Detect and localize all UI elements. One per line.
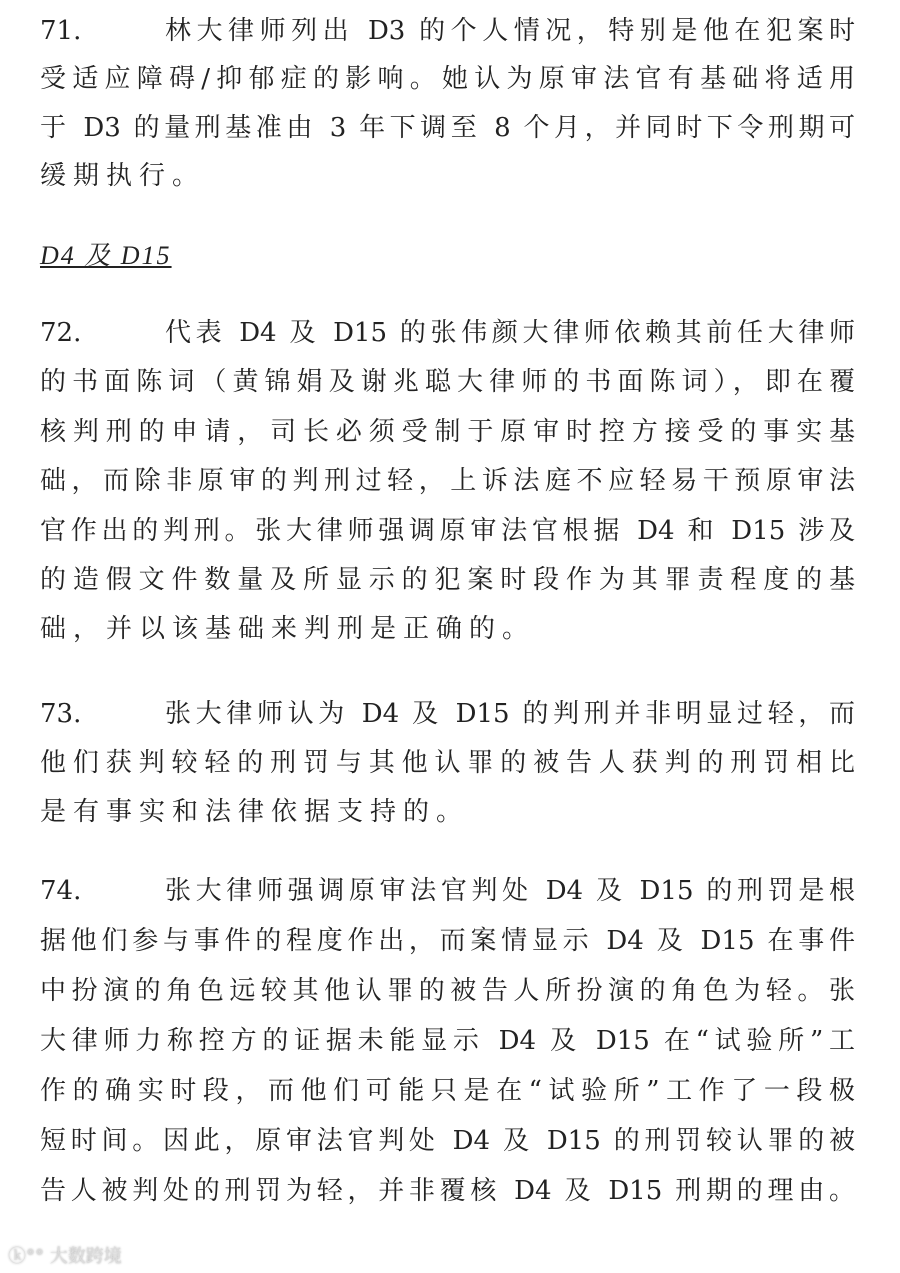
section-heading: D4 及 D15	[40, 241, 172, 270]
paragraph-number: 71.	[40, 16, 82, 46]
paragraph-line: 的造假文件数量及所显示的犯案时段作为其罪责程度的基	[40, 565, 855, 595]
paragraph-line: 核判刑的申请，司长必须受制于原审时控方接受的事实基	[40, 417, 855, 447]
paragraph-line: 中扮演的角色远较其他认罪的被告人所扮演的角色为轻。张	[40, 976, 855, 1006]
watermark-logo: ⓚ°° 大数跨境	[8, 1246, 122, 1267]
paragraph-line: 他们获判较轻的刑罚与其他认罪的被告人获判的刑罚相比	[40, 748, 855, 778]
paragraph-line: 础，而除非原审的判刑过轻，上诉法庭不应轻易干预原审法	[40, 466, 855, 496]
paragraph-line: 于 D3 的量刑基准由 3 年下调至 8 个月，并同时下令刑期可	[40, 113, 855, 143]
paragraph-line: 官作出的判刑。张大律师强调原审法官根据 D4 和 D15 涉及	[40, 516, 855, 546]
watermark-icon: ⓚ°°	[8, 1246, 50, 1267]
paragraph-line: 受适应障碍/抑郁症的影响。她认为原审法官有基础将适用	[40, 64, 855, 94]
paragraph-line: 林大律师列出 D3 的个人情况，特别是他在犯案时	[165, 16, 855, 46]
paragraph-line: 张大律师认为 D4 及 D15 的判刑并非明显过轻，而	[165, 699, 855, 729]
paragraph-line: 张大律师强调原审法官判处 D4 及 D15 的刑罚是根	[165, 876, 855, 906]
paragraph-line: 据他们参与事件的程度作出，而案情显示 D4 及 D15 在事件	[40, 926, 855, 956]
paragraph-number: 72.	[40, 318, 82, 348]
paragraph-number: 74.	[40, 876, 82, 906]
paragraph-line: 是有事实和法律依据支持的。	[40, 797, 470, 827]
paragraph-number: 73.	[40, 699, 82, 729]
paragraph-line: 础，并以该基础来判刑是正确的。	[40, 614, 536, 644]
paragraph-line: 作的确实时段，而他们可能只是在“试验所”工作了一段极	[40, 1076, 855, 1106]
paragraph-line: 缓期执行。	[40, 161, 206, 191]
paragraph-line: 短时间。因此，原审法官判处 D4 及 D15 的刑罚较认罪的被	[40, 1126, 855, 1156]
paragraph-line: 大律师力称控方的证据未能显示 D4 及 D15 在“试验所”工	[40, 1026, 855, 1056]
paragraph-line: 代表 D4 及 D15 的张伟颜大律师依赖其前任大律师	[165, 318, 855, 348]
paragraph-line: 告人被判处的刑罚为轻，并非覆核 D4 及 D15 刑期的理由。	[40, 1176, 855, 1206]
paragraph-line: 的书面陈词（黄锦娟及谢兆聪大律师的书面陈词），即在覆	[40, 367, 855, 397]
